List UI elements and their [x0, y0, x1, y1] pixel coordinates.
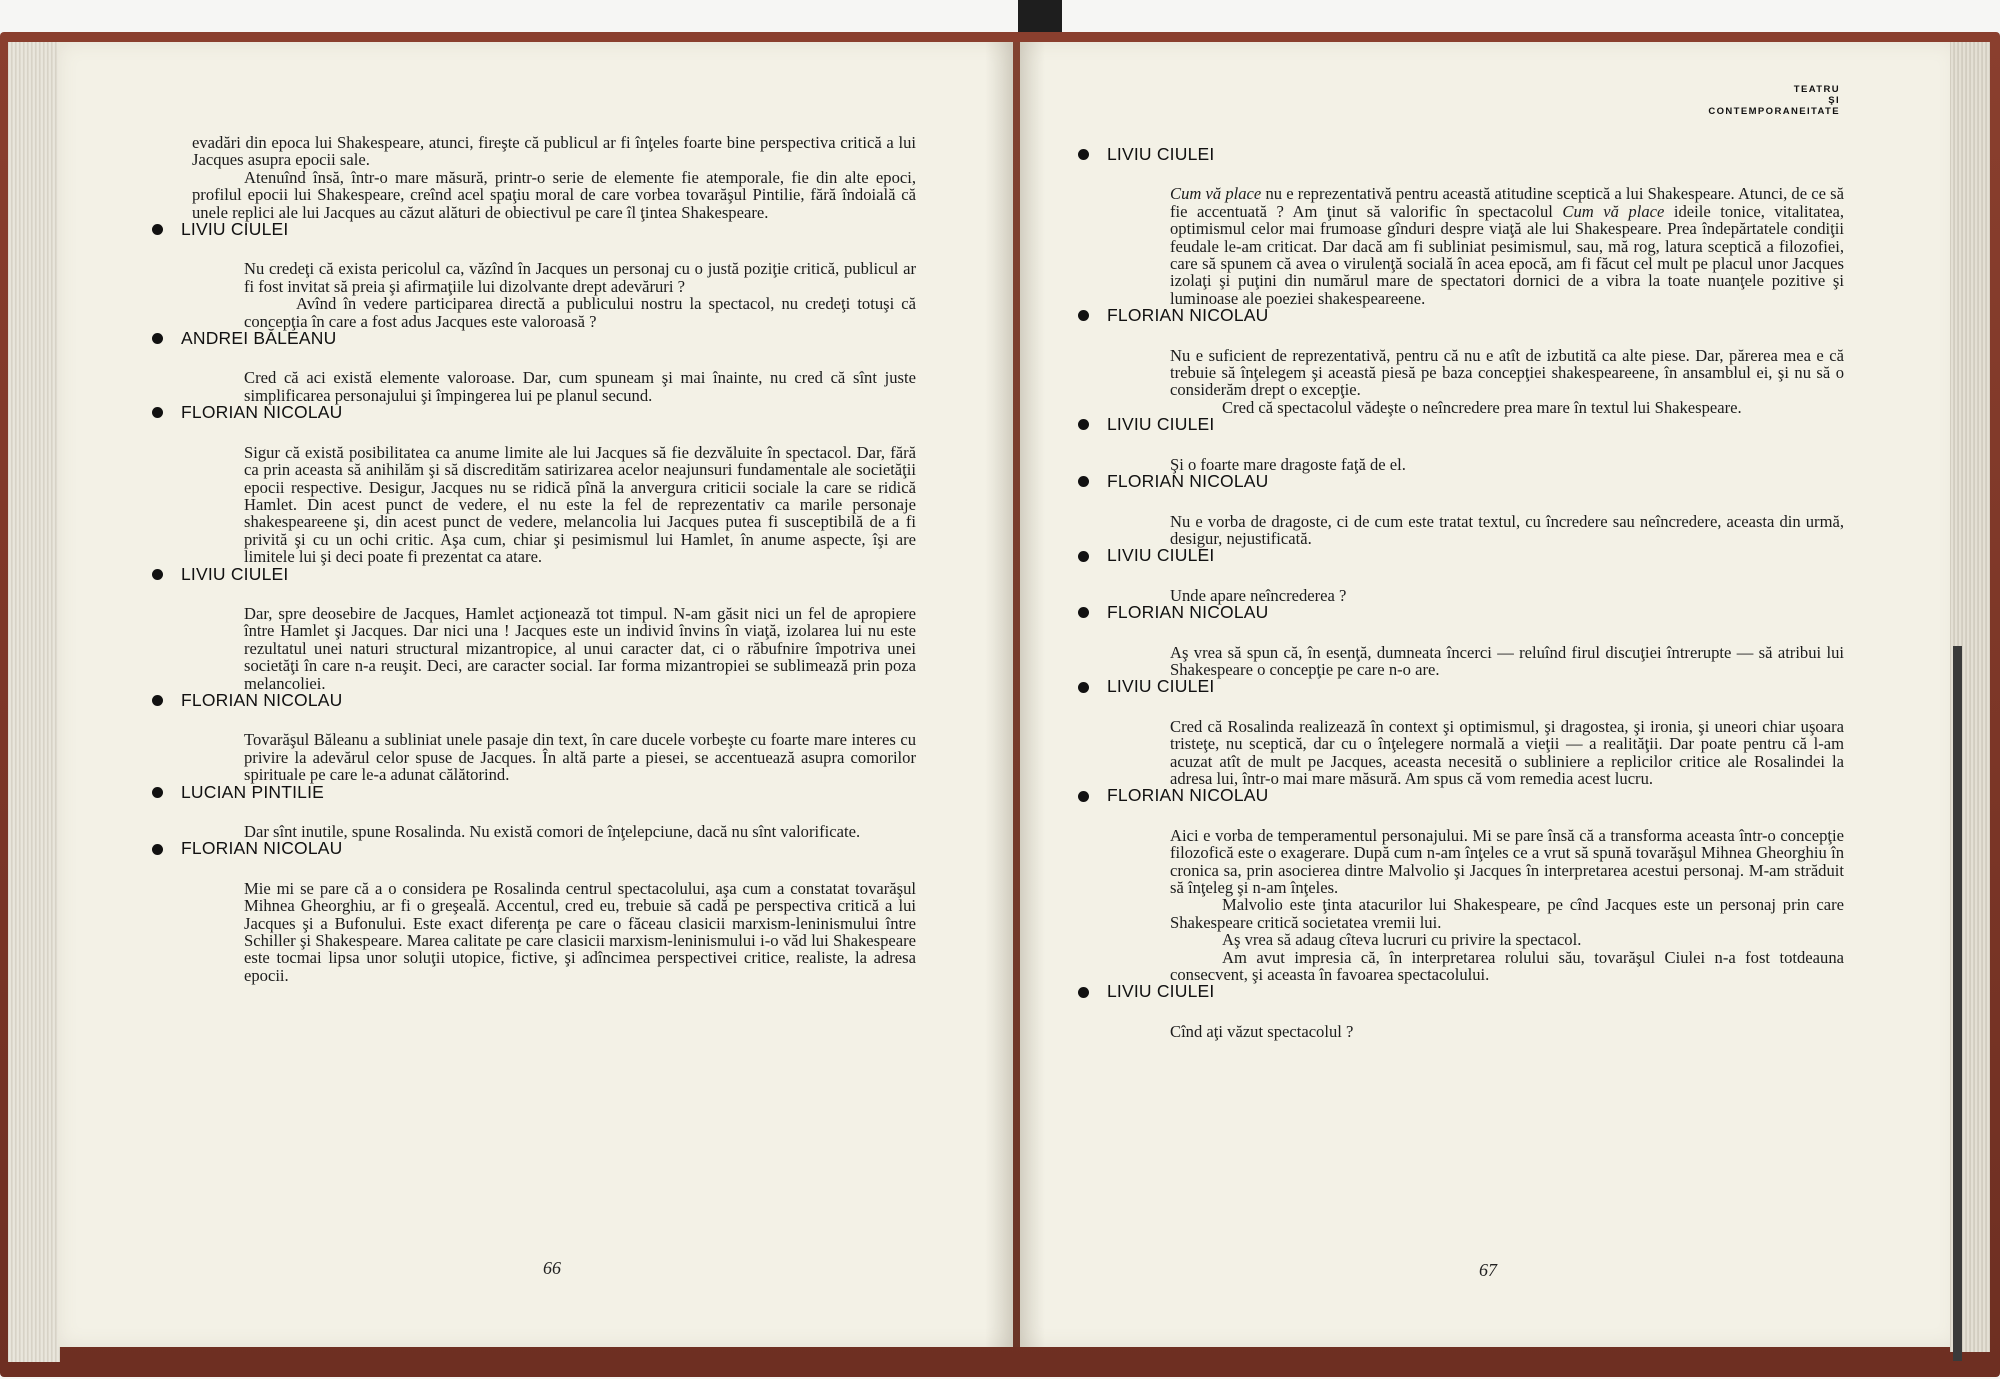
dialogue-entry: [1107, 676, 1844, 788]
dialogue-entry: [1107, 414, 1844, 474]
dialogue-entry: [1107, 981, 1844, 1041]
speech-text: [1118, 1023, 1844, 1040]
speech-text: [1118, 644, 1844, 679]
paragraph: Unde apare neîncrederea ?: [1170, 585, 1347, 605]
dialogue-entry: [1107, 305, 1844, 417]
paragraph: Cum vă place nu e reprezentativă pentru această atitudine sceptică a lui Shakespeare. Atunci, de ce să fie accentuată ? Am ţinut să valorific în spectacolul Cum vă place ideile tonice, vitalitatea, optimismul celor mai frumoase gînduri despre viaţă ale lui Shakespeare. Prea îndepărtatele condiţii feudale le-am criticat. Dar dacă am fi subliniat pesimismul, sau, mă rog, latura sceptică a filozofiei, care să spunem că avea o virulenţă socială în acea epocă, am fi făcut cel mult pe placul unor Jacques izolaţi şi puţini din numărul mare de spectatori dornici de a vibra la toate nuanţele pozitive şi luminoase ale poeziei shakespeareene.: [1170, 184, 1844, 308]
paragraph: Cred că Rosalinda realizează în context şi optimismul, şi dragostea, şi ironia, şi uneori chiar uşoara tristeţe, nu sceptică, dar cu o înţelegere normală a vieţii — a realităţii. Dar poate pentru că l-am acuzat atît de mult pe Jacques, aceasta necesită o subliniere a replicilor critice ale Rosalindei la adresa lui, într-o mai mare măsură. Am spus că vom remedia acest lucru.: [1170, 716, 1844, 788]
paragraph: Tovarăşul Băleanu a subliniat unele pasaje din text, în care ducele vorbeşte cu foarte mare interes cu privire la adevărul celor spuse de Jacques. În altă parte a piesei, se accentuează asupra comorilor spirituale pe care le-a adunat călătorind.: [244, 730, 916, 785]
bullet-icon: [152, 844, 163, 855]
bullet-icon: [152, 224, 163, 235]
bullet-icon: [1078, 419, 1089, 430]
dialogue-entry: [1107, 144, 1844, 308]
speaker-heading: [1078, 473, 1844, 490]
paragraph: Şi o foarte mare dragoste faţă de el.: [1170, 454, 1406, 474]
speaker-name: FLORIAN NICOLAU: [1107, 305, 1269, 326]
bullet-icon: [152, 333, 163, 344]
speaker-name: FLORIAN NICOLAU: [181, 838, 343, 859]
paragraph: Nu credeţi că exista pericolul ca, văzînd în Jacques un personaj cu o justă poziţie critică, publicul ar fi fost invitat să preia şi afirmaţiile lui dizolvante drept adevăruri ?: [244, 259, 916, 296]
speaker-heading: [1078, 787, 1844, 804]
dialogue-entry: [181, 838, 916, 985]
paragraph: Cînd aţi văzut spectacolul ?: [1170, 1021, 1354, 1041]
dialogue-entry: [181, 219, 916, 331]
dialogue-entry: [1107, 545, 1844, 605]
speech-text: [192, 731, 916, 783]
speech-text: [1118, 827, 1844, 984]
speaker-name: LIVIU CIULEI: [181, 563, 289, 584]
dialogue-entry: [1107, 471, 1844, 548]
speaker-name: FLORIAN NICOLAU: [1107, 471, 1269, 492]
speech-text: [192, 369, 916, 404]
speaker-name: ANDREI BĂLEANU: [181, 328, 337, 349]
bullet-icon: [152, 695, 163, 706]
speaker-name: FLORIAN NICOLAU: [181, 689, 343, 710]
dialogue-entry: [1107, 602, 1844, 679]
speaker-name: LIVIU CIULEI: [1107, 144, 1215, 164]
masthead-line-1: TEATRU: [1793, 84, 1840, 95]
speaker-heading: [1078, 307, 1844, 324]
speaker-heading: [1078, 604, 1844, 621]
speaker-name: LIVIU CIULEI: [1107, 981, 1215, 1002]
speech-text: [1118, 513, 1844, 548]
bullet-icon: [1078, 476, 1089, 487]
speaker-name: FLORIAN NICOLAU: [1107, 602, 1269, 623]
paragraph: Dar, spre deosebire de Jacques, Hamlet acţionează tot timpul. N-am găsit nici un fel de apropiere între Hamlet şi Jacques. Dar nici una ! Jacques este un individ învins în viaţă, izolarea lui nu este rezultatul unei naturi structural mizantropice, al unui caracter dat, ci o răbufnire împotriva unei societăţi în care n-a reuşit. Deci, are caracter social. Iar forma mizantropiei se sublimează prin poza melancoliei.: [244, 603, 916, 693]
dialogue-entry: [1107, 785, 1844, 985]
speaker-heading: [152, 781, 916, 802]
speaker-name: LIVIU CIULEI: [181, 219, 289, 240]
speech-text: [192, 880, 916, 984]
speaker-name: LUCIAN PINTILIE: [181, 781, 325, 802]
speaker-heading: [152, 404, 916, 421]
bullet-icon: [1078, 149, 1089, 160]
speaker-name: FLORIAN NICOLAU: [181, 402, 343, 423]
paragraph: Nu e suficient de reprezentativă, pentru că nu e atît de izbutită ca alte piese. Dar, părerea mea e că trebuie să înţelegem şi această piesă pe baza concepţiei shakespeareene, în ansamblul ei, şi nu să o considerăm drept o excepţie.: [1170, 345, 1844, 400]
paragraph: Aş vrea să adaug cîteva lucruri cu privire la spectacol.: [1222, 930, 1582, 950]
paragraph: Am avut impresia că, în interpretarea rolului său, tovarăşul Ciulei n-a fost totdeauna consecvent, şi aceasta în favoarea spectacolului.: [1170, 947, 1844, 985]
opening-text: [192, 134, 916, 221]
masthead-line-2: ŞI: [1828, 95, 1840, 106]
bullet-icon: [1078, 551, 1089, 562]
dialogue-entry: [181, 689, 916, 785]
bullet-icon: [152, 569, 163, 580]
speaker-heading: [1078, 416, 1844, 433]
paragraph: Atenuînd însă, într-o mare măsură, printr-o serie de elemente fie atemporale, fie din alte epoci, profilul epocii lui Shakespeare, creînd acel spaţiu moral de care vorbea tovarăşul Pintilie, fără îndoială că unele replici ale lui Jacques au căzut alături de obiectivul pe care îl ţintea Shakespeare.: [192, 167, 916, 222]
masthead-line-3: CONTEMPORANEITATE: [1708, 106, 1840, 117]
speech-text: [192, 260, 916, 330]
speaker-heading: [1078, 678, 1844, 695]
speaker-name: LIVIU CIULEI: [1107, 676, 1215, 697]
left-page-text: [181, 133, 916, 985]
speaker-heading: [152, 221, 916, 238]
dialogue-entry: [181, 781, 916, 841]
journal-masthead: [1650, 84, 1840, 117]
book-spine: [985, 42, 1045, 1347]
paragraph: Aş vrea să spun că, în esenţă, dumneata încerci — reluînd firul discuţiei întrerupte — să atribui lui Shakespeare o concepţie pe care n-o are.: [1170, 642, 1844, 679]
paragraph: Mie mi se pare că a o considera pe Rosalinda centrul spectacolului, aşa cum a constatat tovarăşul Mihnea Gheorghiu, ar fi o greşeală. Accentul, cred eu, trebuie să cadă pe perspectiva critică a lui Jacques şi a Bufonului. Este exact diferenţa pe care o făceau clasicii marxism-leninismului între Schiller şi Shakespeare. Marea calitate pe care clasicii marxism-leninismului i-o văd lui Shakespeare este tocmai lipsa unor soluţii utopice, fictive, şi adîncimea perspectivei critice, realiste, la adresa epocii.: [244, 878, 916, 985]
play-title: Cum vă place: [1562, 201, 1665, 221]
right-page-text: [1107, 144, 1844, 1041]
speaker-heading: [152, 563, 916, 584]
left-page-edges: [8, 42, 60, 1362]
dialogue-entry: [181, 563, 916, 693]
paragraph: Malvolio este ţinta atacurilor lui Shakespeare, pe cînd Jacques este un personaj prin care Shakespeare critică societatea vremii lui.: [1170, 895, 1844, 932]
bullet-icon: [1078, 682, 1089, 693]
speaker-name: LIVIU CIULEI: [1107, 545, 1215, 566]
scan-edge-bar: [1953, 646, 1962, 1361]
bullet-icon: [152, 407, 163, 418]
speaker-heading: [152, 840, 916, 857]
speech-text: [1118, 185, 1844, 307]
bullet-icon: [1078, 607, 1089, 618]
paragraph: Sigur că există posibilitatea ca anume limite ale lui Jacques să fie dezvăluite în spectacol. Dar, fără ca prin aceasta să anihilăm şi să discredităm satirizarea acelor neajunsuri fundamentale ale societăţii epocii respective. Desigur, Jacques nu se ridică pînă la anvergura criticii sociale la care se ridică Hamlet. Din acest punct de vedere, el nu este la fel de reprezentativ ca marile personaje shakespeareene şi, din acest punct de vedere, melancolia lui Jacques putea fi susceptibilă de a fi privită şi cu un ochi critic. Aşa cum, chiar şi pesimismul lui Hamlet, în anume aspecte, îşi are limitele lui şi deci poate fi prezentat ca atare.: [244, 442, 916, 567]
dialogue-entry: [181, 402, 916, 567]
bullet-icon: [1078, 987, 1089, 998]
speaker-name: LIVIU CIULEI: [1107, 414, 1215, 435]
speaker-heading: [1078, 146, 1844, 163]
play-title: Cum vă place: [1170, 184, 1262, 204]
bullet-icon: [152, 787, 163, 798]
speech-text: [192, 605, 916, 692]
speech-text: [1118, 347, 1844, 417]
speech-text: [1118, 718, 1844, 788]
speaker-heading: [1078, 547, 1844, 564]
bullet-icon: [1078, 791, 1089, 802]
bullet-icon: [1078, 310, 1089, 321]
paragraph: evadări din epoca lui Shakespeare, atunci, fireşte că publicul ar fi înţeles foarte bine perspectiva critică a lui Jacques asupra epocii sale.: [192, 133, 916, 170]
speaker-heading: [1078, 983, 1844, 1000]
dialogue-entry: [181, 328, 916, 405]
speaker-heading: [152, 330, 916, 347]
paragraph: Cred că aci există elemente valoroase. Dar, cum spuneam şi mai înainte, nu cred că sînt juste simplificarea personajului şi împingerea lui pe planul secund.: [244, 368, 916, 405]
speech-text: [192, 444, 916, 566]
speaker-heading: [152, 689, 916, 710]
paragraph: Nu e vorba de dragoste, ci de cum este tratat textul, cu încredere sau neîncredere, aceasta din urmă, desigur, nejustificată.: [1170, 511, 1844, 548]
paragraph: Cred că spectacolul vădeşte o neîncredere prea mare în textul lui Shakespeare.: [1222, 397, 1742, 417]
page-number-left: 66: [543, 1258, 561, 1278]
paragraph: Avînd în vedere participarea directă a publicului nostru la spectacol, nu credeţi totuşi că concepţia în care a fost adus Jacques este valoroasă ?: [244, 294, 916, 331]
paragraph: Dar sînt inutile, spune Rosalinda. Nu există comori de înţelepciune, dacă nu sînt valorificate.: [244, 822, 861, 841]
page-number-right: 67: [1479, 1260, 1497, 1280]
paragraph: Aici e vorba de temperamentul personajului. Mi se pare însă că a transforma aceasta într-o concepţie filozofică este o exagerare. După cum n-am înţeles ce a vrut să spună tovarăşul Mihnea Gheorghiu în cronica sa, prin asocierea dintre Malvolio şi Jacques în interpretarea acestui personaj. M-am străduit să înţeleg şi n-am înţeles.: [1170, 825, 1844, 897]
speaker-name: FLORIAN NICOLAU: [1107, 785, 1269, 806]
